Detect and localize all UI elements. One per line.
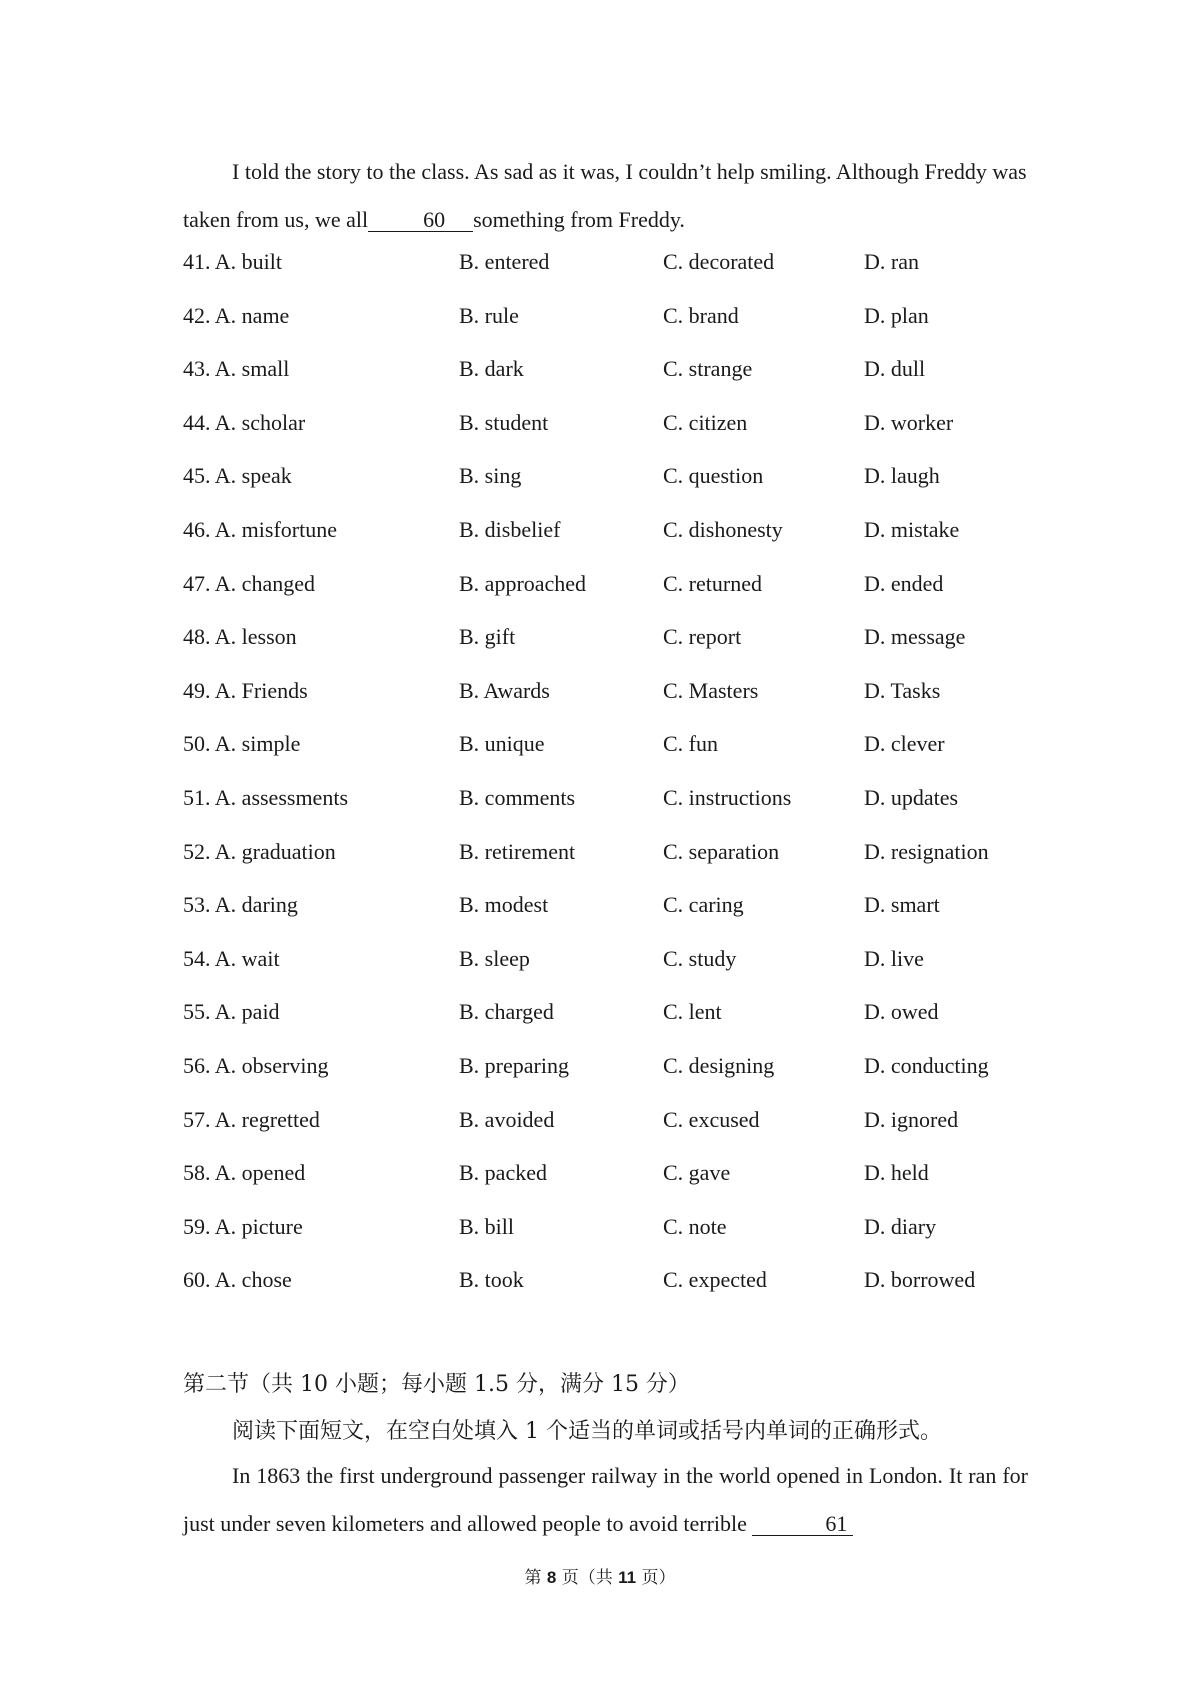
- option-b: B. Awards: [459, 677, 550, 703]
- blank-60: [368, 209, 473, 232]
- footer-middle: 页（共: [561, 1568, 613, 1588]
- blank-61: [752, 1513, 853, 1536]
- option-c: C. excused: [663, 1106, 760, 1132]
- option-b: B. disbelief: [459, 516, 561, 542]
- option-a: 46. A. misfortune: [183, 516, 337, 542]
- footer-prefix: 第: [524, 1568, 542, 1588]
- option-d: D. message: [864, 624, 966, 650]
- option-d: D. diary: [864, 1213, 937, 1239]
- option-d: D. ran: [864, 249, 919, 274]
- option-a: 55. A. paid: [183, 999, 280, 1025]
- option-c: C. gave: [663, 1160, 731, 1186]
- question-row: [183, 301, 1043, 355]
- option-a: 50. A. simple: [183, 731, 301, 757]
- option-c: C. designing: [663, 1052, 775, 1078]
- question-row: [183, 354, 1043, 408]
- option-a: 54. A. wait: [183, 945, 280, 971]
- option-c: C. report: [663, 624, 742, 650]
- option-b: B. avoided: [459, 1106, 555, 1132]
- option-d: D. resignation: [864, 838, 989, 864]
- option-a: 56. A. observing: [183, 1052, 329, 1078]
- footer-page-number: 8: [546, 1568, 557, 1587]
- option-a: 49. A. Friends: [183, 677, 308, 703]
- option-a: 51. A. assessments: [183, 784, 348, 810]
- option-b: B. charged: [459, 999, 554, 1025]
- option-d: D. worker: [864, 409, 954, 435]
- option-c: C. decorated: [663, 249, 775, 274]
- option-c: C. note: [663, 1213, 727, 1239]
- option-a: 42. A. name: [183, 302, 290, 328]
- option-b: B. retirement: [459, 838, 576, 864]
- option-b: B. student: [459, 409, 549, 435]
- option-a: 44. A. scholar: [183, 409, 306, 435]
- option-a: 60. A. chose: [183, 1267, 292, 1293]
- section-2-instruction: 阅读下面短文，在空白处填入 1 个适当的单词或括号内单词的正确形式。: [232, 1419, 942, 1444]
- option-c: C. citizen: [663, 409, 748, 435]
- question-row: [183, 676, 1043, 730]
- option-c: C. instructions: [663, 784, 792, 810]
- option-b: B. rule: [459, 302, 519, 328]
- question-row: [183, 622, 1043, 676]
- passage-ending-paragraph: [183, 148, 1028, 244]
- option-a: 59. A. picture: [183, 1213, 303, 1239]
- option-c: C. separation: [663, 838, 780, 864]
- question-row: [183, 408, 1043, 462]
- option-b: B. sleep: [459, 945, 530, 971]
- question-row: [183, 837, 1043, 891]
- question-row: [183, 1158, 1043, 1212]
- passage-line-1: I told the story to the class. As sad as it was, I couldn’t help smiling. Although: [232, 159, 920, 184]
- option-c: C. fun: [663, 731, 718, 757]
- option-b: B. bill: [459, 1213, 515, 1239]
- option-b: B. preparing: [459, 1052, 569, 1078]
- option-c: C. expected: [663, 1267, 767, 1293]
- option-c: C. question: [663, 463, 764, 489]
- question-row: [183, 890, 1043, 944]
- option-d: D. mistake: [864, 516, 960, 542]
- option-d: D. ignored: [864, 1106, 959, 1132]
- question-row: [183, 1265, 1043, 1319]
- option-c: C. dishonesty: [663, 516, 783, 542]
- option-c: C. brand: [663, 302, 739, 328]
- option-d: D. Tasks: [864, 677, 941, 703]
- option-b: B. unique: [459, 731, 545, 757]
- option-d: D. updates: [864, 784, 959, 810]
- question-row: [183, 515, 1043, 569]
- question-row: [183, 1212, 1043, 1266]
- option-c: C. returned: [663, 570, 762, 596]
- option-b: B. modest: [459, 892, 549, 918]
- option-a: 52. A. graduation: [183, 838, 336, 864]
- option-b: B. packed: [459, 1160, 547, 1186]
- option-b: B. gift: [459, 624, 516, 650]
- option-a: 43. A. small: [183, 356, 290, 382]
- option-d: D. ended: [864, 570, 944, 596]
- option-a: 45. A. speak: [183, 463, 292, 489]
- option-a: 57. A. regretted: [183, 1106, 320, 1132]
- option-a: 48. A. lesson: [183, 624, 297, 650]
- option-b: B. approached: [459, 570, 587, 596]
- section-2-paragraph: [183, 1452, 1028, 1548]
- option-b: B. comments: [459, 784, 576, 810]
- question-row: [183, 1105, 1043, 1159]
- option-c: C. study: [663, 945, 737, 971]
- option-b: B. entered: [459, 249, 550, 274]
- footer-suffix: 页）: [641, 1568, 676, 1588]
- option-d: D. smart: [864, 892, 940, 918]
- option-d: D. plan: [864, 302, 929, 328]
- option-d: D. clever: [864, 731, 945, 757]
- option-c: C. caring: [663, 892, 744, 918]
- option-d: D. conducting: [864, 1052, 989, 1078]
- option-c: C. Masters: [663, 677, 759, 703]
- passage-line-2-after: something from Freddy.: [473, 207, 685, 232]
- option-c: C. strange: [663, 356, 753, 382]
- blank-60-number: 60: [423, 207, 446, 232]
- option-b: B. sing: [459, 463, 522, 489]
- option-d: D. live: [864, 945, 924, 971]
- question-row: [183, 944, 1043, 998]
- question-row: [183, 461, 1043, 515]
- option-b: B. dark: [459, 356, 524, 382]
- question-row: [183, 997, 1043, 1051]
- option-a: 58. A. opened: [183, 1160, 306, 1186]
- blank-61-number: 61: [825, 1511, 848, 1536]
- question-row: [183, 569, 1043, 623]
- question-row: [183, 783, 1043, 837]
- option-d: D. owed: [864, 999, 939, 1025]
- page-footer: [0, 1563, 1200, 1588]
- question-row: [183, 729, 1043, 783]
- option-c: C. lent: [663, 999, 722, 1025]
- question-row: [183, 247, 1043, 301]
- option-a: 53. A. daring: [183, 892, 298, 918]
- option-d: D. dull: [864, 356, 926, 382]
- passage-line-2-before: Freddy was taken from us, we all: [183, 159, 1027, 232]
- option-d: D. laugh: [864, 463, 940, 489]
- answer-options-list: [183, 247, 1043, 1319]
- section-2-text: In 1863 the first underground passenger railway in the world opened in London. It ran for just under seven kilometers and allowed people to avoid terrible: [183, 1463, 1028, 1536]
- question-row: [183, 1051, 1043, 1105]
- option-a: 41. A. built: [183, 249, 283, 274]
- option-d: D. held: [864, 1160, 929, 1186]
- option-b: B. took: [459, 1267, 524, 1293]
- option-d: D. borrowed: [864, 1267, 976, 1293]
- footer-total-pages: 11: [618, 1568, 637, 1587]
- section-2-title: 第二节（共 10 小题；每小题 1.5 分，满分 15 分）: [183, 1372, 690, 1397]
- option-a: 47. A. changed: [183, 570, 315, 596]
